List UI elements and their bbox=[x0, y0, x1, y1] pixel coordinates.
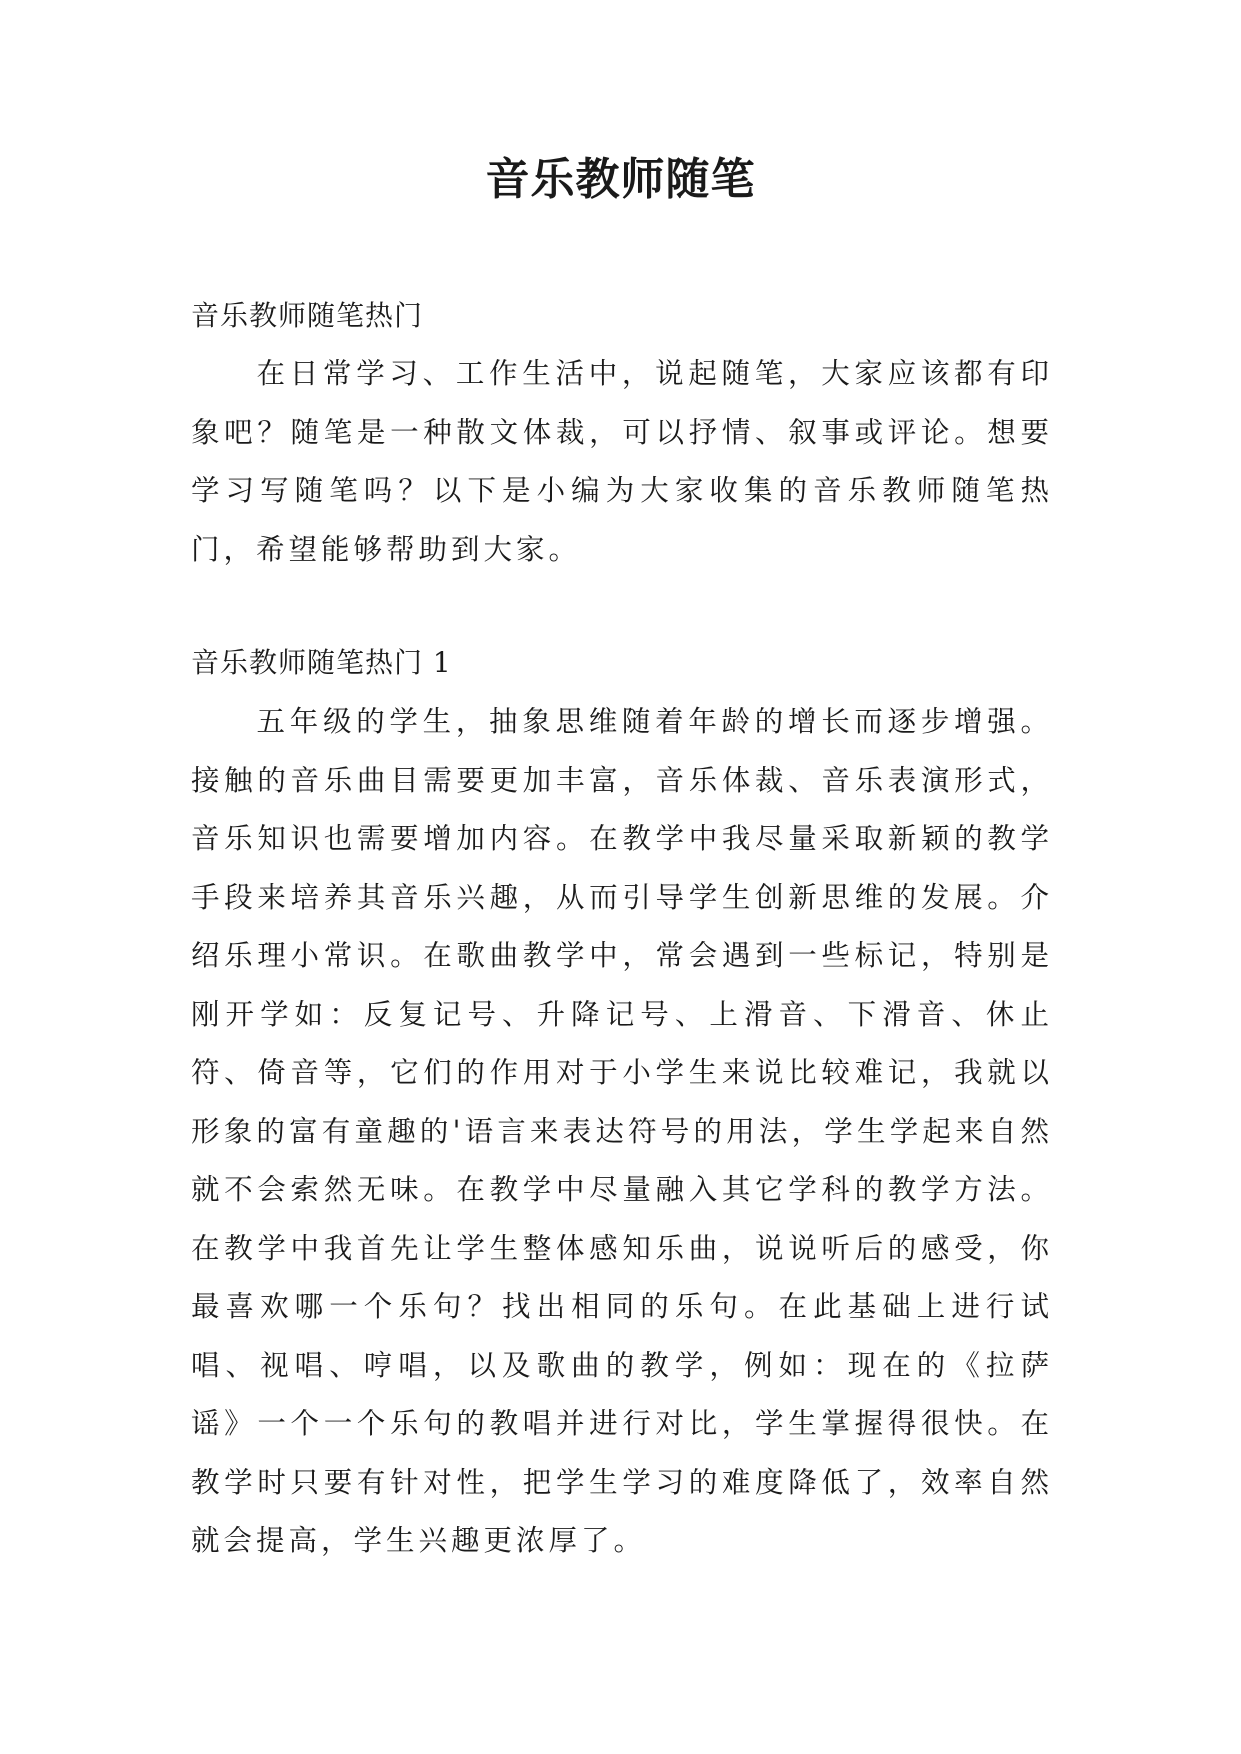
document-title: 音乐教师随笔 bbox=[485, 154, 756, 205]
section-paragraph: 五年级的学生，抽象思维随着年龄的增长而逐步增强。接触的音乐曲目需要更加丰富，音乐体裁、音乐表演形式，音乐知识也需要增加内容。在教学中我尽量采取新颖的教学手段来培养其音乐兴趣，从而引导学生创新思维的发展。介绍乐理小常识。在歌曲教学中，常会遇到一些标记，特别是刚开学如：反复记号、升降记号、上滑音、下滑音、休止符、倚音等，它们的作用对于小学生来说比较难记，我就以形象的富有童趣的'语言来表达符号的用法，学生学起来自然就不会索然无味。在教学中尽量融入其它学科的教学方法。在教学中我首先让学生整体感知乐曲，说说听后的感受，你最喜欢哪一个乐句？找出相同的乐句。在此基础上进行试唱、视唱、哼唱，以及歌曲的教学，例如：现在的《拉萨谣》一个一个乐句的教唱并进行对比，学生掌握得很快。在教学时只要有针对性，把学生学习的难度降低了，效率自然就会提高，学生兴趣更浓厚了。 bbox=[191, 705, 1053, 1557]
intro-paragraph: 在日常学习、工作生活中，说起随笔，大家应该都有印象吧？随笔是一种散文体裁，可以抒情、叙事或评论。想要学习写随笔吗？以下是小编为大家收集的音乐教师随笔热门，希望能够帮助到大家。 bbox=[191, 357, 1053, 566]
intro-heading: 音乐教师随笔热门 bbox=[191, 299, 424, 332]
section-heading: 音乐教师随笔热门 1 bbox=[191, 646, 452, 679]
